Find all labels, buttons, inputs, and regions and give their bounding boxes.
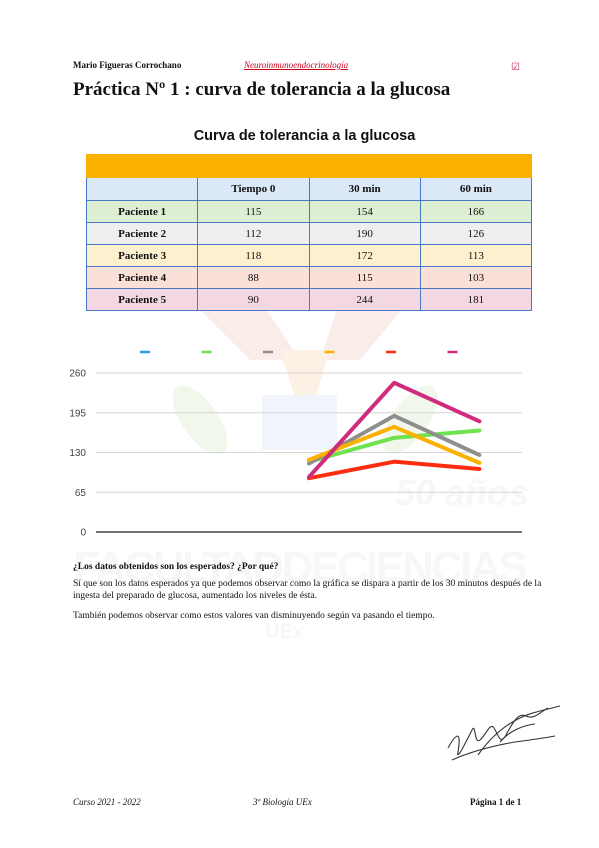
glucose-table (86, 154, 532, 311)
table-cell: 190 (309, 223, 420, 245)
table-header-cell: 60 min (420, 178, 531, 201)
watermark-faculty: FACULTADDECIENCIAS (73, 543, 528, 592)
table-cell: 90 (198, 289, 309, 311)
table-cell: 113 (420, 245, 531, 267)
question-heading: ¿Los datos obtenidos son los esperados? ¿Por qué? (73, 562, 279, 572)
y-tick-label: 260 (69, 368, 86, 380)
answer-paragraph: Sí que son los datos esperados ya que podemos observar como la gráfica se dispara a partir de los 30 minutos después de la ingesta del preparado de glucosa, aumentado los niveles de ésta. (73, 579, 542, 601)
table-cell: 172 (309, 245, 420, 267)
table-header-cell: 30 min (309, 178, 420, 201)
row-label: Paciente 2 (87, 223, 198, 245)
answer-paragraph: También podemos observar como estos valores van disminuyendo según va pasando el tiempo. (73, 611, 435, 621)
row-label: Paciente 5 (87, 289, 198, 311)
table-header-row (87, 178, 532, 201)
table-title: Curva de tolerancia a la glucosa (193, 128, 416, 144)
table-cell: 115 (309, 267, 420, 289)
table-cell: 126 (420, 223, 531, 245)
row-label: Paciente 4 (87, 267, 198, 289)
table-cell: 88 (198, 267, 309, 289)
y-tick-label: 195 (69, 408, 86, 420)
table-cell: 103 (420, 267, 531, 289)
table-row (87, 223, 532, 245)
subject-link[interactable]: Neuroinmunoendocrinología (244, 60, 349, 70)
table-header-cell: Tiempo 0 (198, 178, 309, 201)
footer-degree: 3º Biología UEx (253, 797, 312, 807)
watermark-uex: UEx (265, 621, 304, 643)
table-cell: 112 (198, 223, 309, 245)
row-label: Paciente 3 (87, 245, 198, 267)
y-tick-label: 0 (80, 527, 86, 539)
chart-y-ticks (69, 369, 86, 539)
signature (448, 706, 560, 760)
table-banner-row (87, 155, 532, 178)
table-row (87, 201, 532, 223)
y-tick-label: 130 (69, 448, 86, 459)
y-tick-label: 65 (74, 487, 86, 499)
table-cell: 166 (420, 201, 531, 223)
author-name: Mario Figueras Corrochano (73, 60, 182, 70)
table-row (87, 245, 532, 267)
page-title: Práctica Nº 1 : curva de tolerancia a la glucosa (73, 79, 451, 100)
table-row (87, 289, 532, 311)
table-header-cell (87, 178, 198, 201)
footer-course: Curso 2021 - 2022 (73, 797, 141, 807)
checkbox-icon: ☑ (511, 62, 520, 73)
table-cell: 118 (198, 245, 309, 267)
table-cell: 154 (309, 201, 420, 223)
table-cell: 181 (420, 289, 531, 311)
footer-page-number: Página 1 de 1 (470, 797, 522, 807)
table-row (87, 267, 532, 289)
watermark-years: 50 años (395, 472, 530, 513)
table-cell: 115 (198, 201, 309, 223)
table-cell: 244 (309, 289, 420, 311)
row-label: Paciente 1 (87, 201, 198, 223)
